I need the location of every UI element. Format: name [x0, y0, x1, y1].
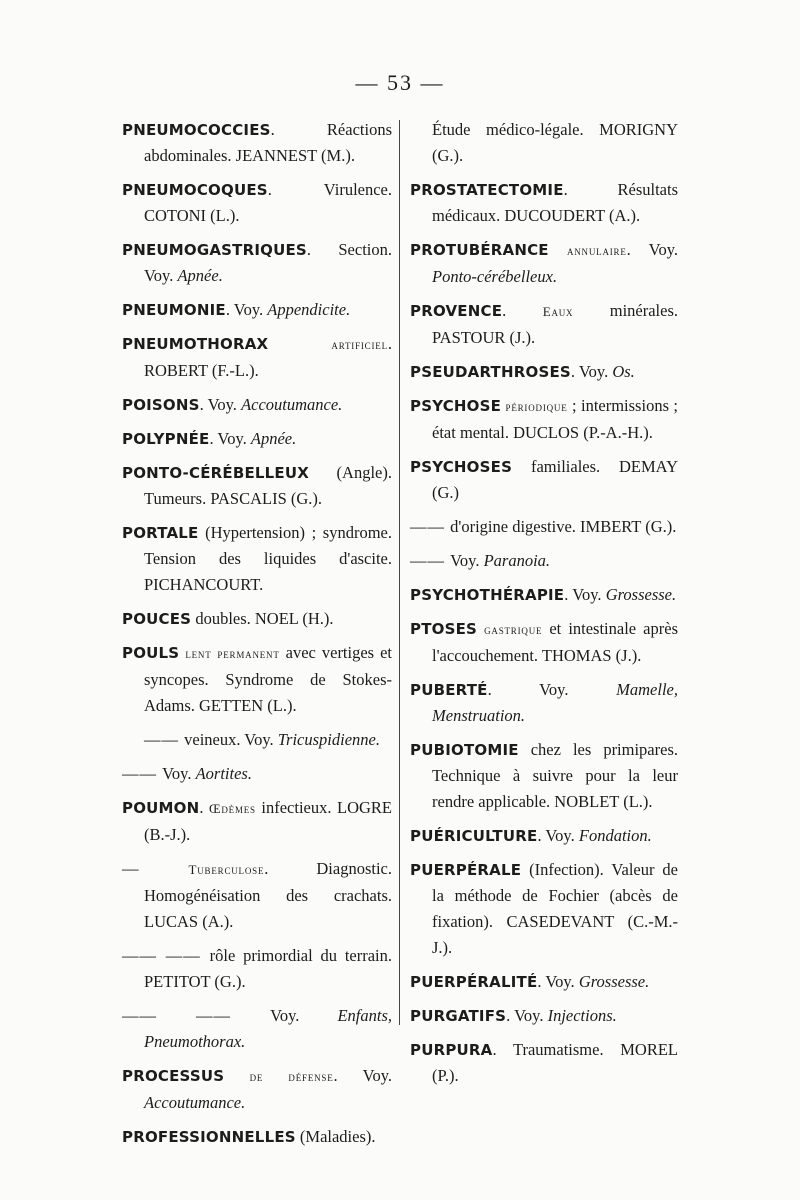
entry-text: —— ——	[122, 1006, 271, 1025]
entry-keyword: PURGATIFS	[410, 1007, 507, 1025]
entry-keyword: PSYCHOTHÉRAPIE	[410, 586, 565, 604]
entry-keyword: PUBIOTOMIE	[410, 741, 519, 759]
entry-text: . Voy.	[537, 826, 579, 845]
entry-text: . Résultats médicaux. DUCOUDERT (A.).	[432, 180, 678, 225]
entry-text: d'origine digestive. IMBERT (G.).	[450, 517, 677, 536]
entry-text: . Voy.	[506, 1006, 548, 1025]
entry-text: doubles. NOEL (H.).	[191, 609, 334, 628]
entry-text: Paranoia.	[483, 551, 551, 570]
entry-text: familiales. DEMAY (G.)	[432, 457, 678, 502]
entry-text: . Voy.	[537, 972, 579, 991]
entry-keyword: PSEUDARTHROSES	[410, 363, 571, 381]
entry-text: (Hypertension) ; syndrome. Tension des liquides d'ascite. PICHANCOURT.	[144, 523, 392, 594]
entry-text: ——	[122, 764, 163, 783]
index-entry	[122, 640, 392, 719]
entry-keyword: POLYPNÉE	[122, 430, 210, 448]
entry-text: lent permanent	[185, 646, 280, 661]
entry-text: rôle primordial du terrain. PETITOT (G.).	[144, 946, 393, 991]
entry-text: gastrique	[484, 622, 543, 637]
entry-text: chez les primipares. Technique à suivre pour la leur rendre applicable. NOBLET (L.).	[432, 740, 678, 811]
entry-keyword: POISONS	[122, 396, 200, 414]
entry-text: avec vertiges et syncopes. Syndrome de Stokes-Adams. GETTEN (L.).	[144, 643, 393, 715]
index-entry	[410, 1003, 678, 1029]
index-entry	[122, 856, 392, 935]
index-entry	[410, 117, 678, 169]
entry-keyword: PUERPÉRALITÉ	[410, 973, 538, 991]
entry-text: Os.	[612, 362, 635, 381]
entry-text: Tricuspidienne.	[277, 730, 380, 749]
entry-keyword: POUCES	[122, 610, 192, 628]
entry-keyword: PNEUMONIE	[122, 301, 226, 319]
entry-text: Aortites.	[195, 764, 252, 783]
entry-text: Grossesse.	[605, 585, 677, 604]
entry-text: .	[502, 301, 543, 320]
entry-text: Apnée.	[250, 429, 297, 448]
entry-text: . Virulence. COTONI (L.).	[144, 180, 392, 225]
entry-text	[224, 1066, 249, 1085]
entry-text: . Voy.	[626, 240, 679, 259]
entry-text: . Section. Voy.	[144, 240, 392, 285]
index-entry	[122, 943, 392, 995]
entry-text: infectieux. LOGRE (B.-J.).	[144, 798, 392, 844]
entry-text: . Traumatisme. MOREL (P.).	[432, 1040, 678, 1085]
entry-text: (Maladies).	[295, 1127, 376, 1146]
entry-text: Œdèmes	[209, 801, 256, 816]
entry-keyword: PNEUMOTHORAX	[122, 335, 269, 353]
entry-keyword: PURPURA	[410, 1041, 493, 1059]
entry-text: . Réactions abdominales. JEANNEST (M.).	[144, 120, 392, 165]
entry-keyword: PROSTATECTOMIE	[410, 181, 564, 199]
entry-text: annulaire	[566, 243, 627, 258]
entry-text: . Voy.	[209, 429, 251, 448]
entry-text: Étude médico-légale. MORIGNY (G.).	[432, 120, 678, 165]
entry-text: Apnée.	[177, 266, 223, 285]
column-divider	[399, 120, 400, 1025]
entry-text: Mamelle, Menstruation.	[432, 680, 678, 725]
entry-text: et intestinale après l'accouchement. THOMAS (J.).	[432, 619, 678, 665]
entry-text: . Voy.	[333, 1066, 393, 1085]
entry-keyword: PROVENCE	[410, 302, 503, 320]
index-entry	[122, 1124, 392, 1150]
entry-text: . Voy.	[199, 395, 242, 414]
index-entry	[410, 298, 678, 351]
index-entry	[410, 359, 678, 385]
entry-text: (Angle). Tumeurs. PASCALIS (G.).	[144, 463, 392, 508]
entry-keyword: POUMON	[122, 799, 200, 817]
entry-text: . Diagnostic. Homogénéisation des crachats. LUCAS (A.).	[144, 859, 392, 931]
entry-text: ——	[410, 517, 451, 536]
entry-keyword: PROFESSIONNELLES	[122, 1128, 296, 1146]
entry-keyword: PSYCHOSES	[410, 458, 513, 476]
entry-keyword: PNEUMOCOQUES	[122, 181, 268, 199]
entry-text: Voy.	[270, 1006, 338, 1025]
page-number: — 53 —	[355, 70, 445, 95]
entry-text: . ROBERT (F.-L.).	[144, 334, 392, 380]
entry-text: . Voy.	[225, 300, 268, 319]
entry-text: .	[199, 798, 209, 817]
index-entry	[122, 237, 392, 289]
entry-text: . Voy.	[564, 585, 606, 604]
index-entry	[410, 454, 678, 506]
index-entry	[122, 460, 392, 512]
index-entry	[122, 1003, 392, 1055]
entry-text: Appendicite.	[267, 300, 351, 319]
index-entry	[122, 392, 392, 418]
entry-keyword: PUBERTÉ	[410, 681, 488, 699]
index-entry	[122, 795, 392, 848]
entry-text: Enfants, Pneumothorax.	[144, 1006, 393, 1051]
entry-text: de défense	[249, 1069, 334, 1084]
index-entry	[410, 514, 678, 540]
left-column	[122, 117, 392, 1158]
entry-text: Grossesse.	[578, 972, 650, 991]
index-entry	[410, 237, 678, 290]
entry-text: Injections.	[547, 1006, 617, 1025]
entry-text: minérales. PASTOUR (J.).	[432, 301, 679, 347]
index-entry	[410, 393, 678, 446]
entry-text: ——	[410, 551, 451, 570]
entry-keyword: PSYCHOSE	[410, 397, 502, 415]
entry-keyword: PNEUMOCOCCIES	[122, 121, 271, 139]
right-column	[410, 117, 678, 1097]
index-entry	[122, 1063, 392, 1116]
entry-text: (Infection). Valeur de la méthode de Fochier (abcès de fixation). CASEDEVANT (C.-M.-J.).	[432, 860, 678, 957]
entry-keyword: PUÉRICULTURE	[410, 827, 538, 845]
entry-text: périodique	[505, 399, 568, 414]
entry-keyword: PTOSES	[410, 620, 478, 638]
entry-keyword: PROCESSUS	[122, 1067, 225, 1085]
entry-text: Tuberculose	[188, 862, 265, 877]
entry-keyword: POULS	[122, 644, 180, 662]
entry-keyword: PONTO-CÉRÉBELLEUX	[122, 464, 310, 482]
entry-text: . Voy.	[570, 362, 613, 381]
entry-text: veineux. Voy.	[184, 730, 278, 749]
index-entry	[410, 177, 678, 229]
entry-text: ——	[144, 730, 185, 749]
index-entry	[122, 520, 392, 598]
entry-text: Voy.	[450, 551, 484, 570]
index-entry	[122, 331, 392, 384]
entry-text	[268, 334, 331, 353]
index-entry	[122, 727, 392, 753]
index-entry	[410, 823, 678, 849]
index-entry	[122, 426, 392, 452]
entry-keyword: PORTALE	[122, 524, 199, 542]
index-entry	[122, 177, 392, 229]
index-entry	[410, 677, 678, 729]
entry-text: . Voy.	[487, 680, 617, 699]
entry-keyword: PUERPÉRALE	[410, 861, 522, 879]
index-entry	[410, 969, 678, 995]
index-entry	[410, 857, 678, 961]
entry-text: Accoutumance.	[241, 395, 343, 414]
entry-text: Accoutumance.	[144, 1093, 246, 1112]
index-entry	[410, 1037, 678, 1089]
entry-text: Voy.	[162, 764, 196, 783]
entry-text	[549, 240, 567, 259]
entry-text: ; intermissions ; état mental. DUCLOS (P.-A.-H.).	[432, 396, 679, 442]
entry-text: —— ——	[122, 946, 210, 965]
index-entry	[122, 606, 392, 632]
entry-text: —	[122, 859, 189, 878]
index-entry	[410, 548, 678, 574]
index-entry	[410, 616, 678, 669]
index-entry	[122, 117, 392, 169]
index-entry	[122, 761, 392, 787]
index-entry	[410, 737, 678, 815]
index-entry	[122, 297, 392, 323]
index-entry	[410, 582, 678, 608]
entry-text: Ponto-cérébelleux.	[432, 267, 558, 286]
entry-text: artificiel	[331, 337, 388, 352]
entry-keyword: PNEUMOGASTRIQUES	[122, 241, 307, 259]
entry-text: Fondation.	[578, 826, 652, 845]
entry-keyword: PROTUBÉRANCE	[410, 241, 549, 259]
entry-text: Eaux	[542, 304, 574, 319]
